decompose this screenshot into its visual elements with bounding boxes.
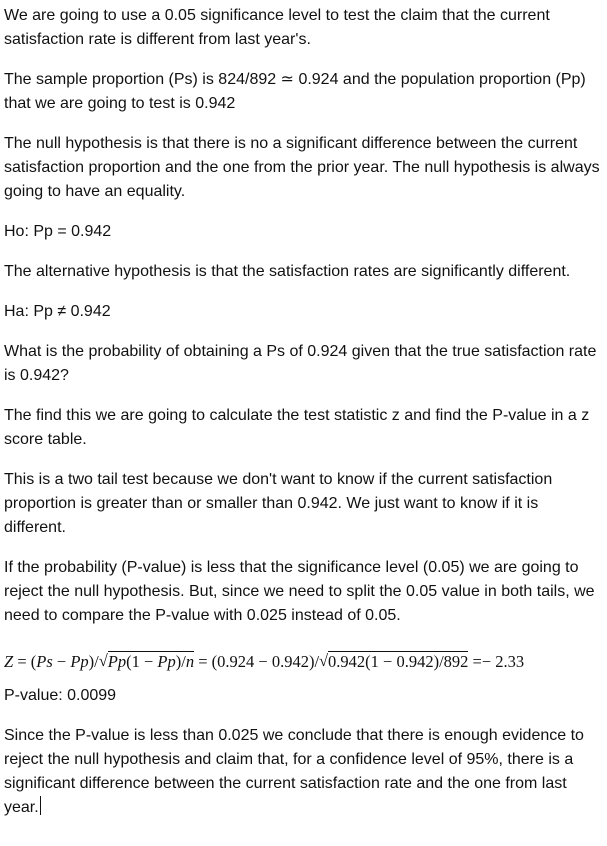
formula-eq2: = (0.924 − 0.942)/ — [194, 652, 320, 671]
formula-one-minus: (1 − — [126, 652, 158, 671]
paragraph-decision-rule: If the probability (P-value) is less that the significance level (0.05) we are going to reject the null hypothesis. But, since we need to split the 0.05 value in both tails, we need to compare the P-value with 0.025 instead of 0.05. — [4, 559, 595, 624]
z-statistic-formula — [4, 650, 604, 674]
paragraph-alternative-hypothesis-explanation: The alternative hypothesis is that the satisfaction rates are significantly different. — [4, 263, 571, 280]
paragraph-null-hypothesis-explanation: The null hypothesis is that there is no a significant difference between the current satisfaction proportion and the one from the prior year. The null hypothesis is always going to have an equality. — [4, 135, 600, 200]
formula-eq: = ( — [13, 652, 37, 671]
text-cursor — [40, 796, 41, 815]
formula-minus: − — [52, 652, 71, 671]
null-hypothesis: Ho: Pp = 0.942 — [4, 223, 112, 240]
paragraph-conclusion[interactable] — [4, 724, 604, 820]
paragraph-test-statistic-plan: The find this we are going to calculate the test statistic z and find the P-value in a z score table. — [4, 407, 590, 448]
paragraph-significance-level: We are going to use a 0.05 significance level to test the claim that the current satisfaction rate is different from last year's. — [4, 7, 550, 48]
formula-sqrt-symbolic — [99, 650, 194, 674]
formula-ps: Ps — [36, 652, 53, 671]
formula-sqrt-numeric-content: 0.942(1 − 0.942)/892 — [328, 652, 469, 671]
alternative-hypothesis: Ha: Pp ≠ 0.942 — [4, 303, 111, 320]
formula-z: Z — [4, 652, 14, 671]
formula-pp: Pp — [70, 652, 89, 671]
document-body — [4, 4, 604, 836]
p-value-result: P-value: 0.0099 — [4, 687, 117, 704]
paragraph-two-tail-test: This is a two tail test because we don't want to know if the current satisfaction proportion is greater than or smaller than 0.942. We just want to know if it is different. — [4, 471, 553, 536]
formula-close-slash-n: )/ — [175, 652, 186, 671]
formula-sqrt-pp2: Pp — [157, 652, 176, 671]
paragraph-sample-proportion: The sample proportion (Ps) is 824/892 ≃ 0.924 and the population proportion (Pp) that we are going to test is 0.942 — [4, 71, 586, 112]
formula-sqrt-pp: Pp — [107, 652, 127, 671]
formula-close-slash: )/ — [88, 652, 99, 671]
formula-result: =− 2.33 — [468, 652, 525, 671]
formula-n: n — [185, 652, 195, 671]
formula-sqrt-numeric — [319, 650, 468, 674]
paragraph-probability-question: What is the probability of obtaining a Ps of 0.924 given that the true satisfaction rate is 0.942? — [4, 343, 597, 384]
conclusion-text: Since the P-value is less than 0.025 we conclude that there is enough evidence to reject the null hypothesis and claim that, for a confidence level of 95%, there is a significant difference between the current satisfaction rate and the one from last year. — [4, 727, 584, 816]
